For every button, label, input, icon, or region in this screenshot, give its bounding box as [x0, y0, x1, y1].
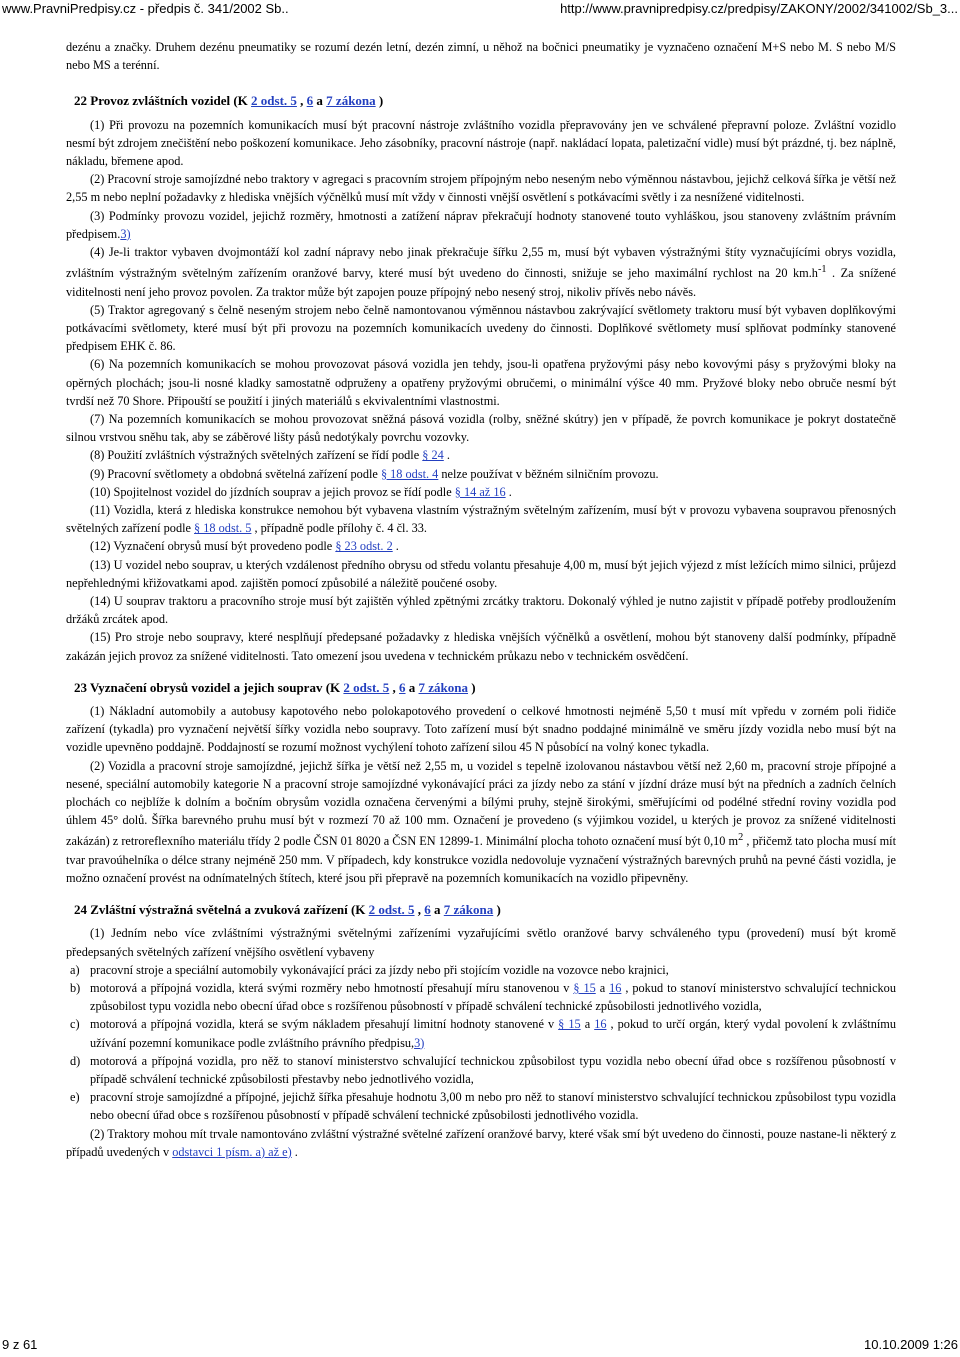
- section-24-heading: 24 Zvláštní výstražná světelná a zvuková zařízení (K 2 odst. 5 , 6 a 7 zákona ): [74, 902, 501, 918]
- link-6[interactable]: 6: [399, 679, 406, 695]
- s22-paragraph-9: (9) Pracovní světlomety a obdobná světelná zařízení podle § 18 odst. 4 nelze používat v běžném silničním provozu.: [90, 466, 659, 481]
- intro-paragraph: dezénu a značky. Druhem dezénu pneumatiky se rozumí dezén letní, dezén zimní, u něhož na bočnici pneumatiky je vyznačeno označení M+S nebo M. S nebo M/S nebo MS a terénní.: [66, 40, 896, 73]
- link-6[interactable]: 6: [424, 902, 431, 918]
- browser-print-header: [0, 0, 960, 18]
- link-odstavec-1[interactable]: odstavci 1 písm. a) až e): [172, 1144, 292, 1159]
- s23-paragraph-2: (2) Vozidla a pracovní stroje samojízdné, jejichž šířka je větší než 2,55 m, u vozidel s tepelně izolovanou nástavbou větší než 2,60 m, pracovní stroje přípojné a nesené, speciální automobily kategorie N a pracovní stroje samojízdné vykonávající práci za jízdy nebo za stání v jízdní dráze musí být na předních a zadních čelních plochách co nejblíže k dolním a bočním obrysům vozidla označena červenými a bílými pruhy, stejně širokými, směřujícími od podélné střední roviny vozidla pod úhlem 45° dolů. Šířka barevného pruhu musí být v rozmezí 70 až 100 mm. Označení je provedeno (s výjimkou vozidel, u kterých je provoz za snížené viditelnosti zakázán) z retroreflexního materiálu třídy 2 podle ČSN 01 8020 a ČSN EN 12899-1. Minimální plocha tohoto označení musí být 0,10 $m^2$ , přičemž tato plocha musí mít tvar pravoúhelníka o délce strany nejméně 250 mm. V případech, kdy konstrukce vozidla nedovoluje vyznačení výstražných barevných pruhů na pevné části vozidla, je možno označení provést na odnímatelných štítech, které jsou při přepravě na pozemních komunikacích na vozidlo připevněny.: [66, 758, 896, 885]
- link-par-24[interactable]: § 24: [422, 448, 444, 463]
- link-2-odst-5[interactable]: 2 odst. 5: [343, 679, 390, 695]
- link-2-odst-5[interactable]: 2 odst. 5: [368, 902, 415, 918]
- link-par-16[interactable]: 16: [594, 1017, 607, 1032]
- s22-paragraph-14: (14) U souprav traktoru a pracovního stroje musí být zajištěn výhled zpětnými zrcátky traktoru. Dokonalý výhled je nutno zajistit v případě potřeby prodloužením držáků zrcátek apod.: [66, 593, 896, 627]
- document-body: [66, 38, 896, 1161]
- link-7-zakona[interactable]: 7 zákona: [326, 93, 376, 109]
- s22-paragraph-4: (4) Je-li traktor vybaven dvojmontáží kol zadní nápravy nebo jinak překračuje šířku 2,55 m, musí být vybaven výstražnými štíty vyznačujícími obrys vozidla, zvláštním výstražným světelným zařízením oranžové barvy, které musí být uvedeno do činnosti, snižuje se jeho maximální rychlost na 20 $km.h^{-1}$ . Za snížené viditelnosti není jeho provoz povolen. Za traktor může být zapojen pouze přípojný nebo nesený stroj, nikoliv přívěs nebo návěs.: [66, 245, 897, 299]
- header-site-title: www.PravniPredpisy.cz - předpis č. 341/2002 Sb..: [2, 1, 289, 16]
- list-item: c) motorová a přípojná vozidla, která se svým nákladem přesahují limitní hodnoty stanovené v § 15 a 16 , pokud to určí orgán, který vydal povolení k zvláštnímu užívání pozemní komunikace podle zvláštního právního předpisu,3): [70, 1017, 897, 1050]
- footnote-3-link[interactable]: 3): [414, 1035, 425, 1050]
- s22-paragraph-2: (2) Pracovní stroje samojízdné nebo traktory v agregaci s pracovním strojem přípojným nebo neseným nebo výměnnou nástavbou, jejichž celková šířka je větší než 2,55 m nebo neplní požadavky z hlediska vnějších výčnělků musí mít vždy v činnosti vnější osvětlení s potkávacími světly i za nesnížené viditelnosti.: [66, 172, 896, 205]
- list-item: b) motorová a přípojná vozidla, která svými rozměry nebo hmotností přesahují míru stanovenou v § 15 a 16 , pokud to stanoví ministerstvo schvalující technickou způsobilost typu vozidla nebo obecní úřad obce s rozšířenou působností v případě schválení technické způsobilosti jednotlivého vozidla,: [70, 980, 896, 1014]
- s22-paragraph-5: (5) Traktor agregovaný s čelně neseným strojem nebo čelně namontovanou výměnnou nástavbou zakrývající světlomety traktoru musí být vybaven doplňkovými potkávacími světlomety, které musí být při provozu na pozemních komunikacích uvedeny do činnosti. Doplňkové světlomety musí splňovat podmínky stanovené předpisem EHK č. 86.: [66, 302, 896, 354]
- s22-paragraph-3: (3) Podmínky provozu vozidel, jejichž rozměry, hmotnosti a zatížení náprav překračují hodnoty stanovené touto vyhláškou, jsou stanoveny zvláštním právním předpisem.3): [66, 208, 896, 241]
- s22-paragraph-1: (1) Při provozu na pozemních komunikacích musí být pracovní nástroje zvláštního vozidla přepravovány jen ve schválené přepravní poloze. Zvláštní vozidlo nesmí být zdrojem znečištění nebo poškození komunikace. Jeho zásobníky, pracovní nástroje (např. nakládací lopata, paletizační vidle) musí být prázdné, tj. bez náplně, nákladu, břemene apod.: [66, 117, 896, 169]
- s24-paragraph-1: (1) Jedním nebo více zvláštními výstražnými světelnými zařízeními vyzařujícími světlo oranžové barvy schváleného typu (provedení) musí být kromě předepsaných světelných zařízení vnějšího osvětlení vybaveny: [66, 926, 896, 959]
- section-23-heading: 23 Vyznačení obrysů vozidel a jejich souprav (K 2 odst. 5 , 6 a 7 zákona ): [74, 679, 476, 695]
- s24-paragraph-2: (2) Traktory mohou mít trvale namontováno zvláštní výstražné světelné zařízení oranžové barvy, které však smí být uvedeno do činnosti, pouze nastane-li některý z případů uvedených v odstavci 1 písm. a) až e) .: [66, 1126, 896, 1159]
- s22-paragraph-10: (10) Spojitelnost vozidel do jízdních souprav a jejich provoz se řídí podle § 14 až 16 .: [90, 484, 512, 499]
- s22-paragraph-15: (15) Pro stroje nebo soupravy, které nesplňují předepsané požadavky z hlediska vnějších výčnělků a osvětlení, mohou být stanoveny další podmínky, případně zakázán jejich provoz za snížené viditelnosti. Tato omezení jsou uvedena v technickém průkazu nebo v technickém osvědčení.: [66, 630, 896, 663]
- print-datetime: 10.10.2009 1:26: [864, 1337, 958, 1352]
- link-par-18-odst-4[interactable]: § 18 odst. 4: [380, 466, 439, 481]
- header-url: http://www.pravnipredpisy.cz/predpisy/ZAKONY/2002/341002/Sb_3...: [560, 1, 958, 16]
- link-par-15[interactable]: § 15: [573, 980, 596, 995]
- link-7-zakona[interactable]: 7 zákona: [418, 679, 469, 695]
- page-counter: 9 z 61: [2, 1337, 38, 1352]
- s22-paragraph-8: (8) Použití zvláštních výstražných světelných zařízení se řídí podle § 24 .: [90, 448, 450, 463]
- link-par-18-odst-5[interactable]: § 18 odst. 5: [194, 521, 252, 536]
- list-item: e) pracovní stroje samojízdné a přípojné, jejichž šířka přesahuje hodnotu 3,00 m nebo pro něž to stanoví ministerstvo schvalující technickou způsobilost typu vozidla nebo obecní úřad obce s rozšířenou působností v případě schválení technické způsobilosti jednotlivého vozidla.: [70, 1090, 896, 1123]
- s22-paragraph-7: (7) Na pozemních komunikacích se mohou provozovat sněžná pásová vozidla (rolby, sněžné skútry) jen v případě, že povrch komunikace je pokryt dostatečně silnou vrstvou sněhu tak, aby se záběrové lišty pásů nedotýkaly povrchu vozovky.: [66, 411, 896, 445]
- section-22-heading: 22 Provoz zvláštních vozidel (K 2 odst. 5 , 6 a 7 zákona ): [74, 93, 384, 109]
- s23-paragraph-1: (1) Nákladní automobily a autobusy kapotového nebo polokapotového provedení o celkové hmotnosti nejméně 5,50 t musí mít vpředu v zorném poli řidiče zařízení (tykadla) pro vyznačení největší šířky vozidla nebo soupravy. Toto zařízení musí být snadno poddajné minimálně ve směru jízdy vozidla nebo musí být na vozidle upevněno poddajně. Poddajností se rozumí možnost vychýlení tohoto zařízení silou 45 N působící na volný konec tykadla.: [66, 704, 896, 755]
- s22-paragraph-11: (11) Vozidla, která z hlediska konstrukce nemohou být vybavena vlastním výstražným světelným zařízením, musí být v provozu vybavena soupravou přenosných světelných zařízení podle § 18 odst. 5 , případně podle přílohy č. 4 čl. 33.: [66, 502, 896, 536]
- list-item: d) motorová a přípojná vozidla, pro něž to stanoví ministerstvo schvalující technickou způsobilost typu vozidla nebo obecní úřad obce s rozšířenou působností v případě schválení technické způsobilosti přestavby nebo jednotlivého vozidla,: [70, 1053, 896, 1086]
- list-item: a) pracovní stroje a speciální automobily vykonávající práci za jízdy nebo při stojícím vozidle na vozovce nebo krajnici,: [70, 962, 669, 977]
- footnote-3-link[interactable]: 3): [120, 226, 131, 241]
- link-par-14-16[interactable]: § 14 až 16: [454, 484, 506, 499]
- link-6[interactable]: 6: [306, 93, 314, 109]
- s24-list: [66, 961, 896, 1125]
- link-par-16[interactable]: 16: [609, 980, 622, 995]
- s22-paragraph-6: (6) Na pozemních komunikacích se mohou provozovat pásová vozidla jen tehdy, jsou-li opatřena pryžovými pásy nebo kovovými pásy s pryžovými bloky na opěrných plochách; jsou-li nosné kladky samostatně odpruženy a opatřeny pryžovými obručemi, o minimální výšce 40 mm. Pryžové bloky nebo obruče nesmí být tvrdší než 70 Shore. Připouští se použití i jiných materiálů s ekvivalentními vlastnostmi.: [66, 357, 896, 408]
- link-par-15[interactable]: § 15: [558, 1017, 581, 1032]
- s22-paragraph-12: (12) Vyznačení obrysů musí být provedeno podle § 23 odst. 2 .: [90, 539, 399, 554]
- link-par-23-odst-2[interactable]: § 23 odst. 2: [335, 539, 393, 554]
- s22-paragraph-13: (13) U vozidel nebo souprav, u kterých vzdálenost předního obrysu od středu volantu přesahuje 4,00 m, musí být jejich výjezd z míst ležících mimo silnici, průjezd nepřehlednými křižovatkami apod. zajištěn pomocí způsobilé a náležitě poučené osoby.: [66, 557, 896, 590]
- link-7-zakona[interactable]: 7 zákona: [443, 902, 494, 918]
- link-2-odst-5[interactable]: 2 odst. 5: [251, 93, 297, 109]
- browser-print-footer: [0, 1337, 960, 1355]
